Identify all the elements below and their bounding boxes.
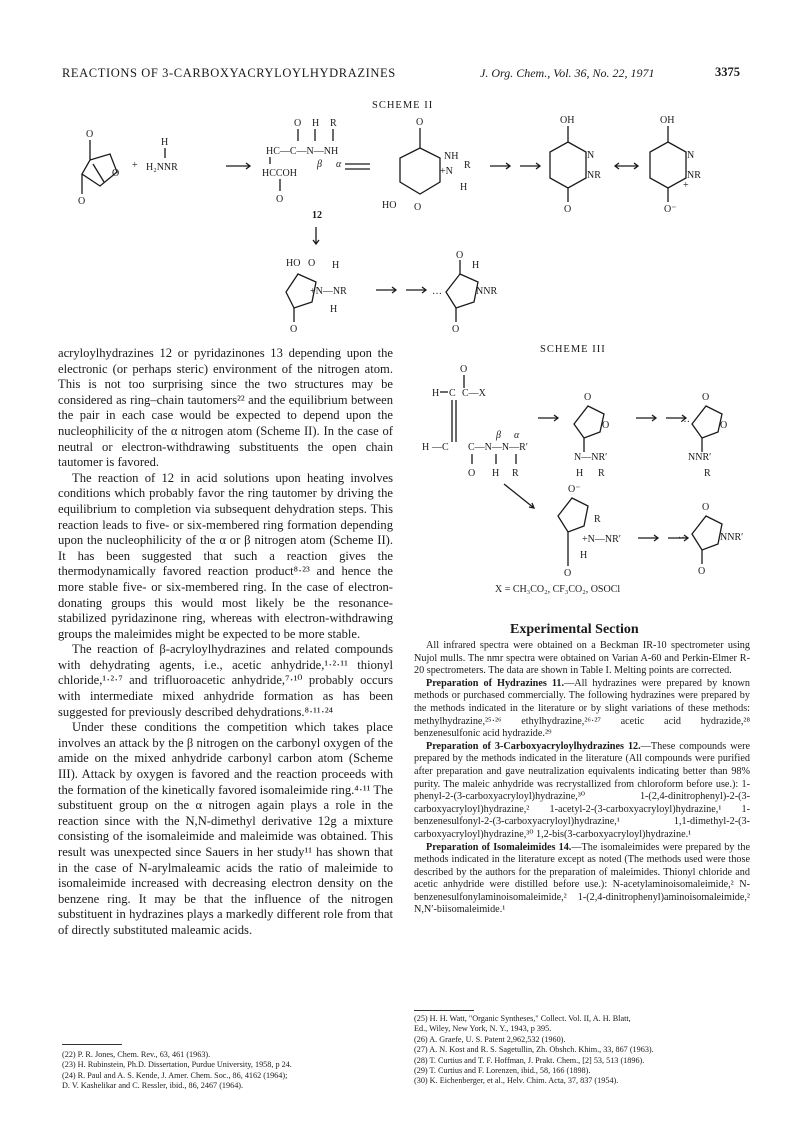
svg-text:N: N: [587, 150, 595, 161]
page-number: 3375: [715, 65, 740, 79]
svg-text:H: H: [492, 468, 500, 479]
svg-text:O: O: [564, 568, 572, 579]
svg-text:O: O: [290, 324, 298, 334]
svg-text:O: O: [460, 364, 468, 375]
isomaleimides-text: —The isomaleimides were prepared by the methods indicated in the literature except as noted (The methods used were those described by the authors for the preparation of maleimides. Thionyl chloride and acetic anhydride were distilled before use.): N-acetylaminoisomaleimide,² N-benzenesulfonylaminoisomaleimide,² 1-(2,4-dinitrophenyl)aminoisomaleimide,² N,N′-biisomaleimide.¹: [414, 841, 750, 916]
svg-text:O: O: [86, 129, 94, 140]
hydrazines-heading: Preparation of Hydrazines 11.: [426, 677, 565, 689]
svg-text:R: R: [704, 468, 711, 479]
footnote-30: (30) K. Eichenberger, et al., Helv. Chim. Acta, 37, 837 (1954).: [414, 1076, 619, 1086]
svg-text:NR: NR: [687, 170, 701, 181]
pyridazinone-zwitterion-structure: [650, 115, 701, 215]
svg-text:NH: NH: [444, 151, 459, 162]
svg-text:O: O: [720, 420, 728, 431]
svg-text:NNR: NNR: [476, 286, 498, 297]
isomaleimide-product-structure: [680, 392, 727, 479]
svg-text:H: H: [576, 468, 584, 479]
svg-text:HO: HO: [382, 200, 397, 211]
svg-text:OH: OH: [560, 115, 575, 126]
svg-text:α: α: [514, 430, 520, 441]
footnote-28: (28) T. Curtius and T. F. Hoffman, J. Prakt. Chem., [2] 53, 513 (1896).: [414, 1055, 645, 1065]
scheme-2-diagram: [60, 112, 750, 334]
footnote-26: (26) A. Graefe, U. S. Patent 2,962,532 (1960).: [414, 1034, 566, 1044]
cyclic-intermediate-structure: [286, 258, 347, 334]
pyridazinone-structure: [550, 115, 601, 215]
cyclic-ammonium-intermediate-structure: [558, 484, 621, 579]
experimental-paragraph-3: [414, 741, 750, 842]
svg-text:O: O: [702, 502, 710, 513]
scheme-3-diagram: [412, 360, 750, 582]
svg-text:R: R: [464, 160, 471, 171]
hydrazines-text: —All hydrazines were prepared by known methods or purchased commercially. The following hydrazines were prepared by the methods indicated in the literature or by slight variations of these methods: methylhydrazine,²⁵·²⁶ ethylhydrazine,²⁶·²⁷ acetic acid hydrazide,²⁸ benzenesulfonic acid hydrazide.²⁹: [414, 677, 750, 740]
maleimide-final-structure: [678, 502, 743, 577]
svg-text:…: …: [432, 286, 442, 297]
carboxyacryloylhydrazines-text: —These compounds were prepared by the methods indicated in the literature (All compounds were purified after preparation and gave neutralization equivalents indicating better than 98% purity. The maleic anhydride was recrystallized from chloroform before use.): 1-phenyl-2-(3-carboxyacryloyl)hydrazine,³⁰ 1-(2,4-dinitrophenyl)-2-(3-carboxyacryloyl)hydrazine,² 1-acetyl-2-(3-carboxyacryloyl)hydrazine,¹ 1-benzenesulfonyl-2-(3-carboxyacryloyl)hydrazine,¹ 1,1-dimethyl-2-(3-carboxyacryloyl)hydrazine,³⁰ 1,2-bis(3-carboxyacryloyl)hydrazine.¹: [414, 740, 750, 840]
footnote-29: (29) T. Curtius and F. Lorenzen, ibid., 58, 166 (1898).: [414, 1066, 591, 1076]
svg-text:N: N: [687, 150, 695, 161]
svg-text:O: O: [456, 250, 464, 261]
svg-text:HC—C—N—NH: HC—C—N—NH: [266, 146, 339, 157]
svg-text:O⁻: O⁻: [664, 204, 677, 215]
left-paragraph-2: The reaction of 12 in acid solutions upon heating involves conditions which probably favor the ring tautomer by driving the equilibrium to completion via subsequent dehydration steps. This reaction leads to five- or six-membered ring formation depending upon the nucleophilicity of the α or β nitrogen atom (Scheme II). It has been suggested that such a reaction gives the thermodynamically favored reaction product⁸·²³ and hence the more stable five- or six-membered ring. In the case of electron-donating groups this would most likely be the resonance-stabilized pyridazinone ring, whereas with electron-withdrawing groups the maleimides might be expected to be more stable.: [58, 470, 393, 641]
svg-text:OH: OH: [660, 115, 675, 126]
svg-text:NR: NR: [587, 170, 601, 181]
svg-text:+N: +N: [440, 166, 453, 177]
svg-text:NNR′: NNR′: [688, 452, 712, 463]
scheme-2-title: SCHEME II: [372, 100, 434, 111]
svg-text:β: β: [496, 430, 501, 441]
experimental-paragraph-2: [414, 678, 750, 741]
scheme-3-x-definition: X = CH₃CO₂, CF₃CO₂, OSOCl: [495, 584, 621, 595]
svg-text:H: H: [580, 550, 588, 561]
footnote-rule-left: [62, 1044, 122, 1045]
svg-text:H₂NNR: H₂NNR: [146, 162, 178, 173]
svg-text:H: H: [161, 137, 169, 148]
svg-text:…: …: [680, 414, 690, 425]
footnotes-right: [414, 1014, 654, 1087]
svg-text:O: O: [414, 202, 422, 213]
journal-citation: J. Org. Chem., Vol. 36, No. 22, 1971: [480, 66, 655, 80]
hydrazine-structure: [146, 137, 178, 173]
experimental-paragraph-1: All infrared spectra were obtained on a Beckman IR-10 spectrometer using Nujol mulls. The nmr spectra were obtained on Varian A-60 and Perkin-Elmer R-20 spectrometers. The data are shown in Table I. Melting points are corrected.: [414, 640, 750, 677]
svg-text:β: β: [317, 159, 322, 170]
left-paragraph-3: The reaction of β-acryloylhydrazines and related compounds with dehydrating agents, i.e., acetic anhydride,¹·²·¹¹ thionyl chloride,¹·²·⁷ and trifluoroacetic anhydride,⁷·¹⁰ probably occurs with intermediate mixed anhydride formation as has been suggested for previously described dehydrations.⁸·¹¹·²⁴: [58, 642, 393, 719]
svg-text:H: H: [460, 182, 468, 193]
svg-text:R: R: [330, 118, 337, 129]
svg-text:H: H: [332, 260, 340, 271]
footnote-25-continued: Ed., Wiley, New York, N. Y., 1943, p 395.: [414, 1024, 552, 1034]
svg-text:+N—NR′: +N—NR′: [582, 534, 621, 545]
svg-text:R: R: [598, 468, 605, 479]
scheme-3-title: SCHEME III: [540, 344, 606, 355]
running-title: REACTIONS OF 3-CARBOXYACRYLOYLHYDRAZINES: [62, 66, 396, 80]
open-chain-acid-structure: [262, 118, 342, 205]
left-paragraph-4: Under these conditions the competition which takes place involves an attack by the β nitrogen on the carbonyl oxygen of the amide on the mixed anhydride carbonyl carbon atom (Scheme III). Attack by oxygen is favored and the reaction proceeds with the formation of the kinetically favored isomaleimide ring.⁴·¹¹ The substituent group on the α nitrogen again plays a role in the reaction since with the N,N-dimethyl derivative 12g a mixture consisting of the isomaleimide and maleimide was obtained. This result was unexpected since Sauers in her study¹¹ has shown that in the case of N-arylmaleamic acids the ratio of maleimide to isomaleimide increased with decreasing electron density on the benzene ring. It may be that the influence of the nitrogen substituent in hydrazines plays a markedly different role from that of directly substituted maleamic acids.: [58, 720, 393, 937]
pyridazinone-intermediate-structure: [382, 117, 471, 213]
svg-text:O: O: [702, 392, 710, 403]
svg-text:O: O: [308, 258, 316, 269]
svg-text:C: C: [449, 388, 456, 399]
svg-text:C—X: C—X: [462, 388, 486, 399]
mixed-anhydride-structure: [422, 364, 528, 479]
carboxyacryloylhydrazines-heading: Preparation of 3-Carboxyacryloylhydrazines 12.: [426, 740, 641, 752]
footnotes-left: [62, 1050, 292, 1092]
isomaleimides-heading: Preparation of Isomaleimides 14.: [426, 841, 572, 853]
svg-text:R: R: [594, 514, 601, 525]
svg-text:…: …: [678, 530, 688, 541]
svg-text:O: O: [698, 566, 706, 577]
footnote-24-continued: D. V. Kashelikar and C. Ressler, ibid., 86, 2467 (1964).: [62, 1081, 244, 1091]
svg-text:O: O: [468, 468, 476, 479]
svg-text:O: O: [112, 168, 120, 179]
left-paragraph-1: acryloylhydrazines 12 or pyridazinones 13 depending upon the electronic (or perhaps steric) environment of the nitrogen atom. This is not too surprising since the two structures may be considered as ring–chain tautomers²² and the equilibrium between the pair in each case would be expected to depend upon the nucleophilicity of the α nitrogen atom (Scheme II). In the case of neutral or electron-withdrawing substituents the open chain tautomer is favored.: [58, 346, 393, 470]
svg-text:O: O: [584, 392, 592, 403]
isomaleimide-intermediate-structure: [574, 392, 609, 479]
footnote-25: (25) H. H. Watt, "Organic Syntheses," Collect. Vol. II, A. H. Blatt,: [414, 1014, 631, 1023]
svg-text:C—N—N—R′: C—N—N—R′: [468, 442, 528, 453]
svg-text:—C: —C: [432, 442, 449, 453]
svg-text:O: O: [564, 204, 572, 215]
svg-text:R: R: [512, 468, 519, 479]
footnote-22: (22) P. R. Jones, Chem. Rev., 63, 461 (1963).: [62, 1050, 211, 1059]
svg-text:O: O: [416, 117, 424, 128]
svg-text:+: +: [132, 160, 138, 171]
compound-12-label: 12: [312, 210, 322, 221]
svg-text:H: H: [432, 388, 440, 399]
svg-text:+N—NR: +N—NR: [310, 286, 347, 297]
svg-text:O: O: [452, 324, 460, 334]
experimental-paragraph-4: [414, 842, 750, 918]
experimental-section-title: Experimental Section: [510, 622, 639, 637]
svg-text:O: O: [78, 196, 86, 207]
svg-text:NNR′: NNR′: [720, 532, 744, 543]
svg-text:N—NR′: N—NR′: [574, 452, 608, 463]
svg-text:α: α: [336, 159, 342, 170]
svg-text:H: H: [422, 442, 430, 453]
footnote-27: (27) A. N. Kost and R. S. Sagetullin, Zh. Obshch. Khim., 33, 867 (1963).: [414, 1045, 654, 1055]
svg-text:H: H: [472, 260, 480, 271]
svg-text:HO: HO: [286, 258, 301, 269]
svg-text:O: O: [602, 420, 610, 431]
svg-text:O: O: [294, 118, 302, 129]
svg-text:H: H: [330, 304, 338, 315]
footnote-rule-right: [414, 1010, 474, 1011]
svg-text:+: +: [683, 180, 689, 191]
footnote-24: (24) R. Paul and A. S. Kende, J. Amer. Chem. Soc., 86, 4162 (1964);: [62, 1070, 288, 1080]
experimental-body: [414, 640, 750, 917]
svg-text:O⁻: O⁻: [568, 484, 581, 495]
left-column-body: [58, 346, 393, 939]
maleimide-product-structure: [432, 250, 497, 334]
footnote-23: (23) H. Rubinstein, Ph.D. Dissertation, Purdue University, 1958, p 24.: [62, 1060, 292, 1070]
svg-text:O: O: [276, 194, 284, 205]
svg-text:H: H: [312, 118, 320, 129]
svg-text:HCCOH: HCCOH: [262, 168, 298, 179]
maleic-anhydride-structure: [78, 129, 119, 207]
